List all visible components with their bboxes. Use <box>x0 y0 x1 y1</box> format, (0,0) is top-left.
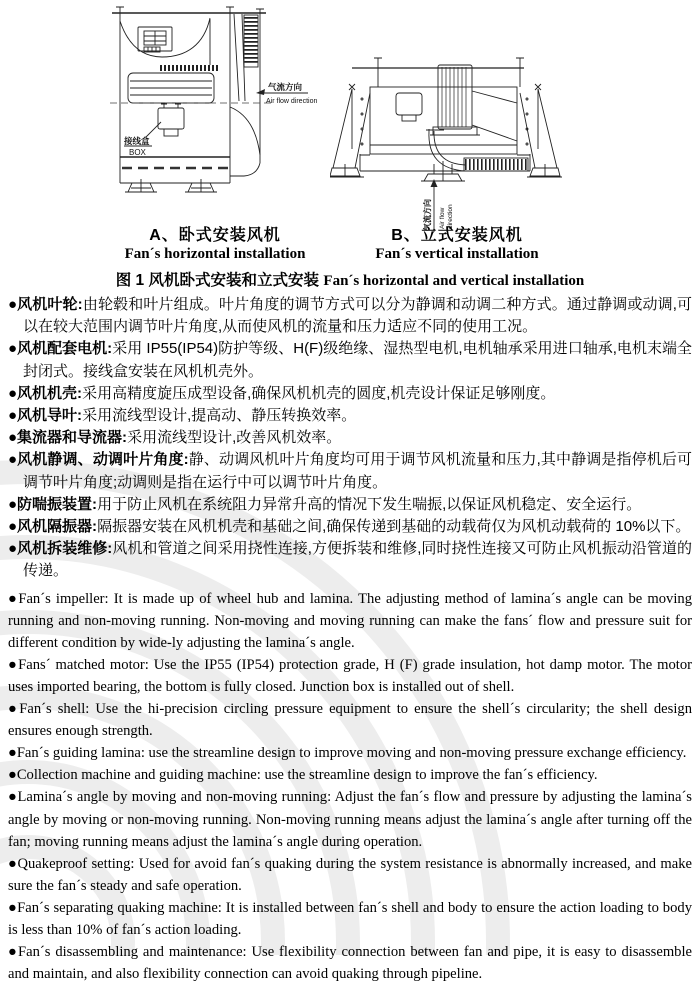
cn-bullet-term: ●防喘振装置: <box>8 495 98 513</box>
cn-bullet-term: ●风机隔振器: <box>8 518 98 536</box>
cn-bullet-term: ●集流器和导流器: <box>8 429 128 447</box>
cn-bullet-term: ●风机机壳: <box>8 384 83 402</box>
junction-box-label-cn: 接线盒 <box>124 136 150 146</box>
caption-a-cn: A、卧式安装风机 <box>149 227 281 244</box>
body-text <box>0 294 700 985</box>
figure-caption-cn: 图 1 风机卧式安装和立式安装 <box>115 272 319 289</box>
cn-bullet-text: 静、动调风机叶片角度均可用于调节风机流量和压力,其中静调是指停机后可调节叶片角度;动调则是指在运行中可以调节叶片角度。 <box>23 451 692 491</box>
english-bullet-list <box>8 588 692 985</box>
cn-bullet-text: 采用高精度旋压成型设备,确保风机机壳的圆度,机壳设计保证足够刚度。 <box>82 384 556 402</box>
horizontal-fan-drawing <box>98 5 348 217</box>
airflow-label-en2-vertical: direction <box>447 204 454 229</box>
airflow-label-en: Air flow direction <box>266 98 318 105</box>
chinese-bullet-list <box>8 294 692 583</box>
cn-bullet-text: 由轮毂和叶片组成。叶片角度的调节方式可以分为静调和动调二种方式。通过静调或动调,可以在较大范围内调节叶片角度,从而使风机的流量和压力适应不同的使用工况。 <box>23 296 692 336</box>
airflow-label-cn-vertical: 气流方向 <box>423 199 432 231</box>
cn-bullet-term: ●风机配套电机: <box>8 340 113 358</box>
cn-bullet-term: ●风机叶轮: <box>8 296 83 313</box>
junction-box-label-en: BOX <box>129 148 146 157</box>
cn-bullet-item <box>8 494 692 516</box>
vertical-fan-drawing <box>330 57 662 242</box>
cn-bullet-text: 采用流线型设计,提高动、静压转换效率。 <box>82 407 357 425</box>
cn-bullet-item <box>8 338 692 382</box>
cn-bullet-text: 采用 IP55(IP54)防护等级、H(F)级绝缘、湿热型电机,电机轴承采用进口轴承,电机末端全封闭式。接线盒安装在风机机壳外。 <box>23 340 692 380</box>
cn-bullet-item <box>8 516 692 538</box>
figure-caption-en: Fan´s horizontal and vertical installation <box>323 273 585 289</box>
cn-bullet-term: ●风机静调、动调叶片角度: <box>8 451 189 469</box>
cn-bullet-item <box>8 449 692 493</box>
figure-area <box>0 0 700 294</box>
cn-bullet-item <box>8 294 692 338</box>
caption-b-cn: B、立式安装风机 <box>391 227 523 244</box>
cn-bullet-item <box>8 427 692 449</box>
en-bullet-item: ●Collection machine and guiding machine: use the streamline design to improve the fan´s efficiency. <box>8 767 598 784</box>
en-bullet-item: ●Fans´ matched motor: Use the IP55 (IP54) protection grade, H (F) grade insulation, hot damp motor. The motor uses imported bearing, the bottom is fully closed. Junction box is installed out of shell. <box>8 656 692 696</box>
figure-caption <box>0 268 700 290</box>
cn-bullet-term: ●风机导叶: <box>8 407 83 425</box>
en-bullet-item: ●Fan´s disassembling and maintenance: Use flexibility connection between fan and pipe, it is easy to disassemble and maintain, and also flexibility connection can avoid quaking through pipeline. <box>8 944 692 983</box>
caption-b-en: Fan´s vertical installation <box>375 246 539 262</box>
cn-bullet-text: 风机和管道之间采用挠性连接,方便拆装和维修,同时挠性连接又可防止风机振动沿管道的传递。 <box>23 540 692 580</box>
en-bullet-item: ●Fan´s guiding lamina: use the streamline design to improve moving and non-moving pressure exchange efficiency. <box>8 745 687 762</box>
en-bullet-item: ●Fan´s shell: Use the hi-precision circling pressure equipment to ensure the shell´s circularity; the shell design ensures enough strength. <box>8 701 692 740</box>
cn-bullet-item <box>8 383 692 405</box>
cn-bullet-item <box>8 405 692 427</box>
en-bullet-item: ●Quakeproof setting: Used for avoid fan´s quaking during the system resistance is abnormally increased, and make sure the fan´s steady and safe operation. <box>8 855 692 894</box>
en-bullet-item: ●Lamina´s angle by moving and non-moving running: Adjust the fan´s flow and pressure by adjusting the lamina´s angle by moving or non-moving running. Non-moving running means adjust the lamina´s angle after turning off the fan; moving running means adjust the lamina´s angle during operation. <box>8 789 692 850</box>
en-bullet-item: ●Fan´s impeller: It is made up of wheel hub and lamina. The adjusting method of lamina´s angle can be moving running and non-moving running. Non-moving and moving running can make the fans´ flow and pressure suit for different condition by wide-ly adjusting the lamina´s angle. <box>8 590 692 651</box>
cn-bullet-term: ●风机拆装维修: <box>8 540 113 558</box>
cn-bullet-text: 隔振器安装在风机机壳和基础之间,确保传递到基础的动载荷仅为风机动载荷的 10%以下。 <box>97 518 691 536</box>
cn-bullet-item <box>8 538 692 582</box>
airflow-label-cn: 气流方向 <box>268 82 303 92</box>
cn-bullet-text: 用于防止风机在系统阻力异常升高的情况下发生喘振,以保证风机稳定、安全运行。 <box>97 495 642 513</box>
airflow-label-en1-vertical: Air flow <box>439 207 446 229</box>
caption-a-en: Fan´s horizontal installation <box>124 246 306 262</box>
cn-bullet-text: 采用流线型设计,改善风机效率。 <box>127 429 342 447</box>
en-bullet-item: ●Fan´s separating quaking machine: It is installed between fan´s shell and body to ensure the action loading to body is less than 10% of fan´s action loading. <box>8 899 692 939</box>
